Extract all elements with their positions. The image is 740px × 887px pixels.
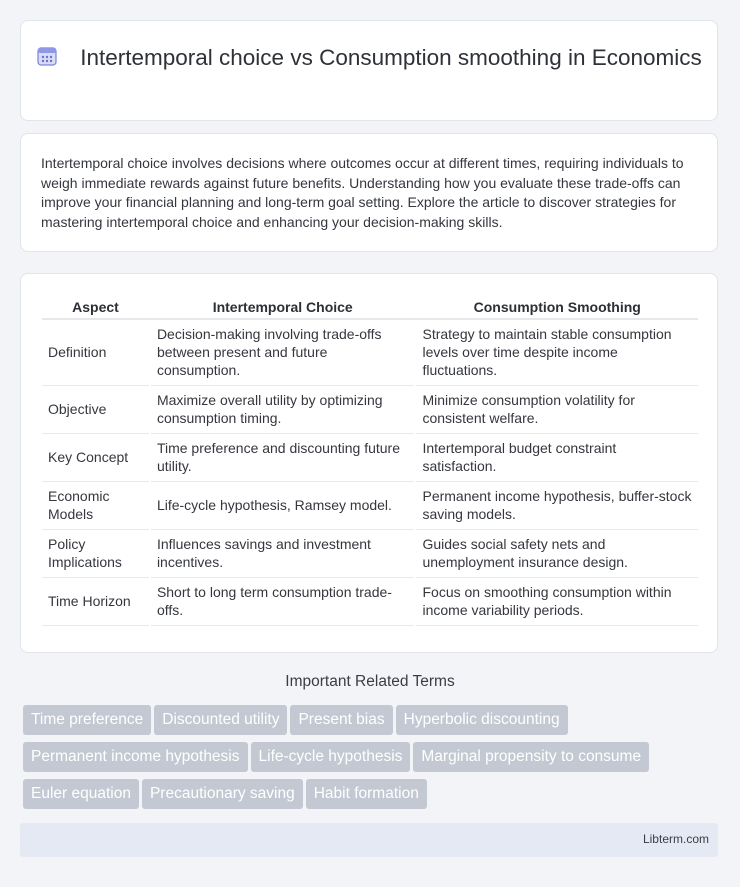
- tag-marginal-propensity-to-consume[interactable]: Marginal propensity to consume: [413, 742, 649, 772]
- header-intertemporal-choice: Intertemporal Choice: [150, 296, 416, 319]
- row-intertemporal: Maximize overall utility by optimizing consumption timing.: [150, 386, 416, 434]
- tag-permanent-income-hypothesis[interactable]: Permanent income hypothesis: [23, 742, 248, 772]
- header-consumption-smoothing: Consumption Smoothing: [415, 296, 698, 319]
- header-aspect: Aspect: [42, 296, 150, 319]
- row-intertemporal: Short to long term consumption trade-offs.: [150, 578, 416, 626]
- table-row: [42, 319, 698, 386]
- title-card: [20, 20, 718, 121]
- row-smoothing: Intertemporal budget constraint satisfaction.: [415, 434, 698, 482]
- tag-discounted-utility[interactable]: Discounted utility: [154, 705, 287, 735]
- row-smoothing: Minimize consumption volatility for consistent welfare.: [415, 386, 698, 434]
- table-row: [42, 482, 698, 530]
- tag-life-cycle-hypothesis[interactable]: Life-cycle hypothesis: [251, 742, 411, 772]
- tag-time-preference[interactable]: Time preference: [23, 705, 151, 735]
- comparison-card: [20, 273, 718, 653]
- row-aspect: Time Horizon: [42, 578, 150, 626]
- related-terms-list: [23, 705, 723, 816]
- tag-present-bias[interactable]: Present bias: [290, 705, 392, 735]
- row-aspect: Definition: [42, 319, 150, 386]
- related-terms-title: Important Related Terms: [285, 673, 455, 690]
- row-smoothing: Permanent income hypothesis, buffer-stock saving models.: [415, 482, 698, 530]
- tag-hyperbolic-discounting[interactable]: Hyperbolic discounting: [396, 705, 568, 735]
- table-row: [42, 530, 698, 578]
- tag-euler-equation[interactable]: Euler equation: [23, 779, 139, 809]
- intro-paragraph: Intertemporal choice involves decisions where outcomes occur at different times, requiring individuals to weigh immediate rewards against future benefits. Understanding how you evaluate these trade-offs can improve your financial planning and long-term goal setting. Explore the article to discover strategies for mastering intertemporal choice and enhancing your decision-making skills.: [41, 155, 684, 230]
- tag-habit-formation[interactable]: Habit formation: [306, 779, 427, 809]
- row-intertemporal: Influences savings and investment incentives.: [150, 530, 416, 578]
- table-row: [42, 578, 698, 626]
- row-intertemporal: Time preference and discounting future utility.: [150, 434, 416, 482]
- calendar-icon: [36, 45, 58, 67]
- row-aspect: Economic Models: [42, 482, 150, 530]
- row-smoothing: Guides social safety nets and unemployment insurance design.: [415, 530, 698, 578]
- row-intertemporal: Life-cycle hypothesis, Ramsey model.: [150, 482, 416, 530]
- page-title: [21, 43, 717, 72]
- row-smoothing: Focus on smoothing consumption within income variability periods.: [415, 578, 698, 626]
- row-aspect: Objective: [42, 386, 150, 434]
- row-intertemporal: Decision-making involving trade-offs between present and future consumption.: [150, 319, 416, 386]
- intro-card: [20, 133, 718, 252]
- row-smoothing: Strategy to maintain stable consumption levels over time despite income fluctuations.: [415, 319, 698, 386]
- tag-precautionary-saving[interactable]: Precautionary saving: [142, 779, 303, 809]
- comparison-table: [42, 296, 698, 626]
- footer-site-link[interactable]: Libterm.com: [642, 832, 709, 846]
- table-row: [42, 386, 698, 434]
- footer: [20, 823, 718, 857]
- page-title-text: Intertemporal choice vs Consumption smoothing in Economics: [80, 45, 702, 70]
- row-aspect: Policy Implications: [42, 530, 150, 578]
- table-header-row: [42, 296, 698, 319]
- row-aspect: Key Concept: [42, 434, 150, 482]
- table-row: [42, 434, 698, 482]
